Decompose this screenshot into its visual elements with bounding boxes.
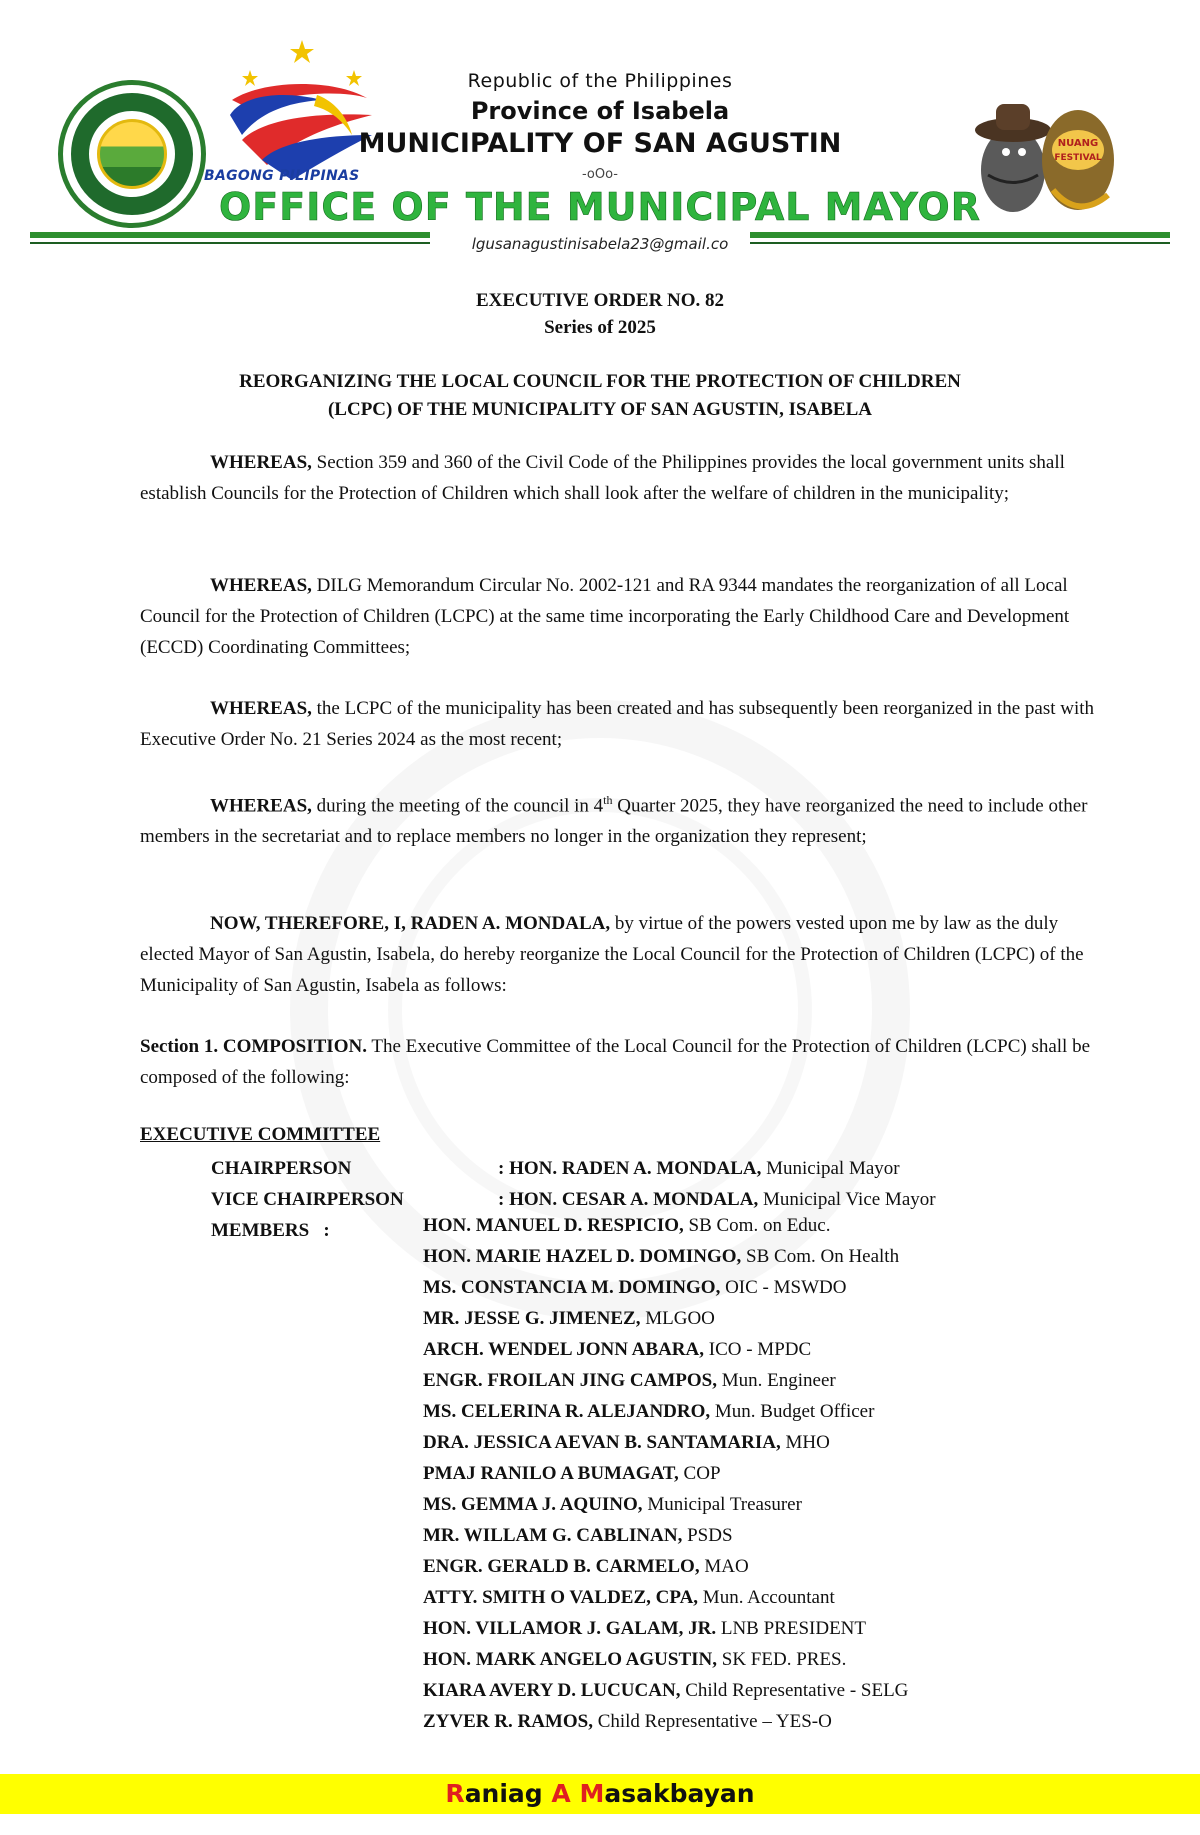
slogan-word-1: aniag (464, 1779, 552, 1808)
executive-committee-heading: EXECUTIVE COMMITTEE (140, 1124, 381, 1145)
member-name: ARCH. WENDEL JONN ABARA, (423, 1339, 704, 1360)
ordinal-suffix: th (603, 793, 613, 807)
member-role: Mun. Budget Officer (710, 1401, 875, 1422)
slogan-letter-m: M (570, 1779, 605, 1808)
member-role: Mun. Engineer (716, 1370, 836, 1391)
member-name: ATTY. SMITH O VALDEZ, CPA, (423, 1587, 699, 1608)
order-title-line1: REORGANIZING THE LOCAL COUNCIL FOR THE PROTECTION OF CHILDREN (239, 371, 961, 392)
member-name: HON. MARIE HAZEL D. DOMINGO, (423, 1246, 742, 1267)
vice-chairperson-label: VICE CHAIRPERSON (211, 1189, 404, 1210)
chairperson-label: CHAIRPERSON (211, 1158, 352, 1179)
member-role: Mun. Accountant (698, 1587, 835, 1608)
member-row (423, 1370, 836, 1392)
members-label-text: MEMBERS : (211, 1220, 330, 1241)
member-row (423, 1246, 899, 1268)
member-name: MR. JESSE G. JIMENEZ, (423, 1308, 641, 1329)
member-name: ZYVER R. RAMOS, (423, 1711, 593, 1732)
member-role: MHO (780, 1432, 830, 1453)
member-row (423, 1525, 733, 1547)
member-name: HON. MARK ANGELO AGUSTIN, (423, 1649, 718, 1670)
member-name: HON. VILLAMOR J. GALAM, JR. (423, 1618, 717, 1639)
whereas-text-post: Quarter 2025, they have reorganized the need to include other members in the secretariat and to replace members no longer in the organization they represent; (140, 795, 1088, 848)
footer-slogan (0, 1774, 1200, 1814)
member-name: MS. CONSTANCIA M. DOMINGO, (423, 1277, 721, 1298)
member-row (423, 1339, 811, 1361)
member-name: ENGR. FROILAN JING CAMPOS, (423, 1370, 717, 1391)
slogan-letter-r: R (445, 1779, 465, 1808)
now-therefore-lead: NOW, THEREFORE, I, RADEN A. MONDALA, (210, 913, 611, 934)
vice-chairperson-role: Municipal Vice Mayor (758, 1189, 936, 1210)
member-role: Municipal Treasurer (642, 1494, 802, 1515)
member-name: HON. MANUEL D. RESPICIO, (423, 1215, 684, 1236)
member-row (423, 1215, 830, 1237)
member-row (423, 1649, 846, 1671)
member-row (423, 1711, 832, 1733)
whereas-paragraph-2 (140, 570, 1100, 663)
municipality-line: MUNICIPALITY OF SAN AGUSTIN (358, 128, 842, 159)
chairperson-row (211, 1153, 900, 1184)
vice-chairperson-name: : HON. CESAR A. MONDALA, (498, 1189, 759, 1210)
nuang-festival-logo (968, 90, 1118, 230)
members-label (211, 1215, 330, 1246)
member-role: MLGOO (640, 1308, 715, 1329)
slogan-letter-a: A (551, 1779, 571, 1808)
member-name: DRA. JESSICA AEVAN B. SANTAMARIA, (423, 1432, 781, 1453)
member-row (423, 1556, 749, 1578)
section-1-text: The Executive Committee of the Local Council for the Protection of Children (LCPC) shall be composed of the following: (140, 1036, 1091, 1088)
whereas-lead: WHEREAS, (210, 575, 312, 596)
chairperson-name: : HON. RADEN A. MONDALA, (498, 1158, 762, 1179)
member-row (423, 1587, 835, 1609)
member-row (423, 1680, 908, 1702)
member-role: OIC - MSWDO (720, 1277, 847, 1298)
section-1-lead: Section 1. COMPOSITION. (140, 1036, 367, 1057)
member-name: PMAJ RANILO A BUMAGAT, (423, 1463, 679, 1484)
member-row (423, 1401, 874, 1423)
member-row (423, 1463, 721, 1485)
member-name: MR. WILLAM G. CABLINAN, (423, 1525, 683, 1546)
now-therefore-text: by virtue of the powers vested upon me by law as the duly elected Mayor of San Agustin, Isabela, do hereby reorganize the Local Council for the Protection of Children (LCPC) of the Municipality of San Agustin, Isabela as follows: (140, 913, 1084, 996)
separator-text: -oOo- (581, 167, 618, 182)
svg-text:FESTIVAL: FESTIVAL (1054, 153, 1102, 163)
svg-text:NUANG: NUANG (1057, 138, 1099, 149)
vice-chairperson-row (211, 1184, 936, 1215)
member-row (423, 1432, 830, 1454)
member-role: SK FED. PRES. (717, 1649, 847, 1670)
member-role: COP (678, 1463, 721, 1484)
member-name: ENGR. GERALD B. CARMELO, (423, 1556, 700, 1577)
member-role: Child Representative - SELG (680, 1680, 909, 1701)
order-title-line2: (LCPC) OF THE MUNICIPALITY OF SAN AGUSTIN, ISABELA (327, 399, 873, 420)
whereas-lead: WHEREAS, (210, 452, 312, 473)
now-therefore-paragraph (140, 908, 1100, 1001)
member-role: LNB PRESIDENT (716, 1618, 867, 1639)
province-line: Province of Isabela (470, 97, 730, 125)
whereas-text: DILG Memorandum Circular No. 2002-121 and RA 9344 mandates the reorganization of all Local Council for the Protection of Children (LCPC) at the same time incorporating the Early Childhood Care and Development (ECCD) Coordinating Committees; (140, 575, 1070, 658)
office-title: OFFICE OF THE MUNICIPAL MAYOR (218, 185, 981, 229)
order-number: EXECUTIVE ORDER NO. 82 (475, 290, 725, 311)
member-row (423, 1277, 846, 1299)
whereas-text: Section 359 and 360 of the Civil Code of the Philippines provides the local government units shall establish Councils for the Protection of Children which shall look after the welfare of children in the municipality; (140, 452, 1065, 504)
member-role: SB Com. on Educ. (683, 1215, 831, 1236)
chairperson-role: Municipal Mayor (761, 1158, 900, 1179)
order-series: Series of 2025 (544, 317, 656, 338)
email-address: lgusanagustinisabela23@gmail.co (471, 235, 729, 253)
member-role: MAO (699, 1556, 749, 1577)
whereas-lead: WHEREAS, (210, 698, 312, 719)
slogan-word-3: asakbayan (604, 1779, 755, 1808)
member-name: MS. CELERINA R. ALEJANDRO, (423, 1401, 711, 1422)
member-role: Child Representative – YES-O (592, 1711, 832, 1732)
whereas-text-pre: during the meeting of the council in 4 (311, 795, 604, 817)
member-name: MS. GEMMA J. AQUINO, (423, 1494, 643, 1515)
whereas-paragraph-4 (140, 785, 1100, 852)
member-role: SB Com. On Health (741, 1246, 900, 1267)
member-row (423, 1308, 715, 1330)
member-row (423, 1618, 866, 1640)
republic-line: Republic of the Philippines (467, 70, 733, 92)
whereas-paragraph-1 (140, 447, 1100, 509)
bagong-pilipinas-text: BAGONG PILIPINAS (204, 168, 360, 184)
whereas-paragraph-3 (140, 693, 1100, 755)
member-role: ICO - MPDC (704, 1339, 812, 1360)
whereas-text: the LCPC of the municipality has been created and has subsequently been reorganized in the past with Executive Order No. 21 Series 2024 as the most recent; (140, 698, 1095, 750)
member-name: KIARA AVERY D. LUCUCAN, (423, 1680, 681, 1701)
member-row (423, 1494, 802, 1516)
section-1-paragraph (140, 1031, 1100, 1093)
whereas-lead: WHEREAS, (210, 795, 312, 817)
member-role: PSDS (682, 1525, 733, 1546)
